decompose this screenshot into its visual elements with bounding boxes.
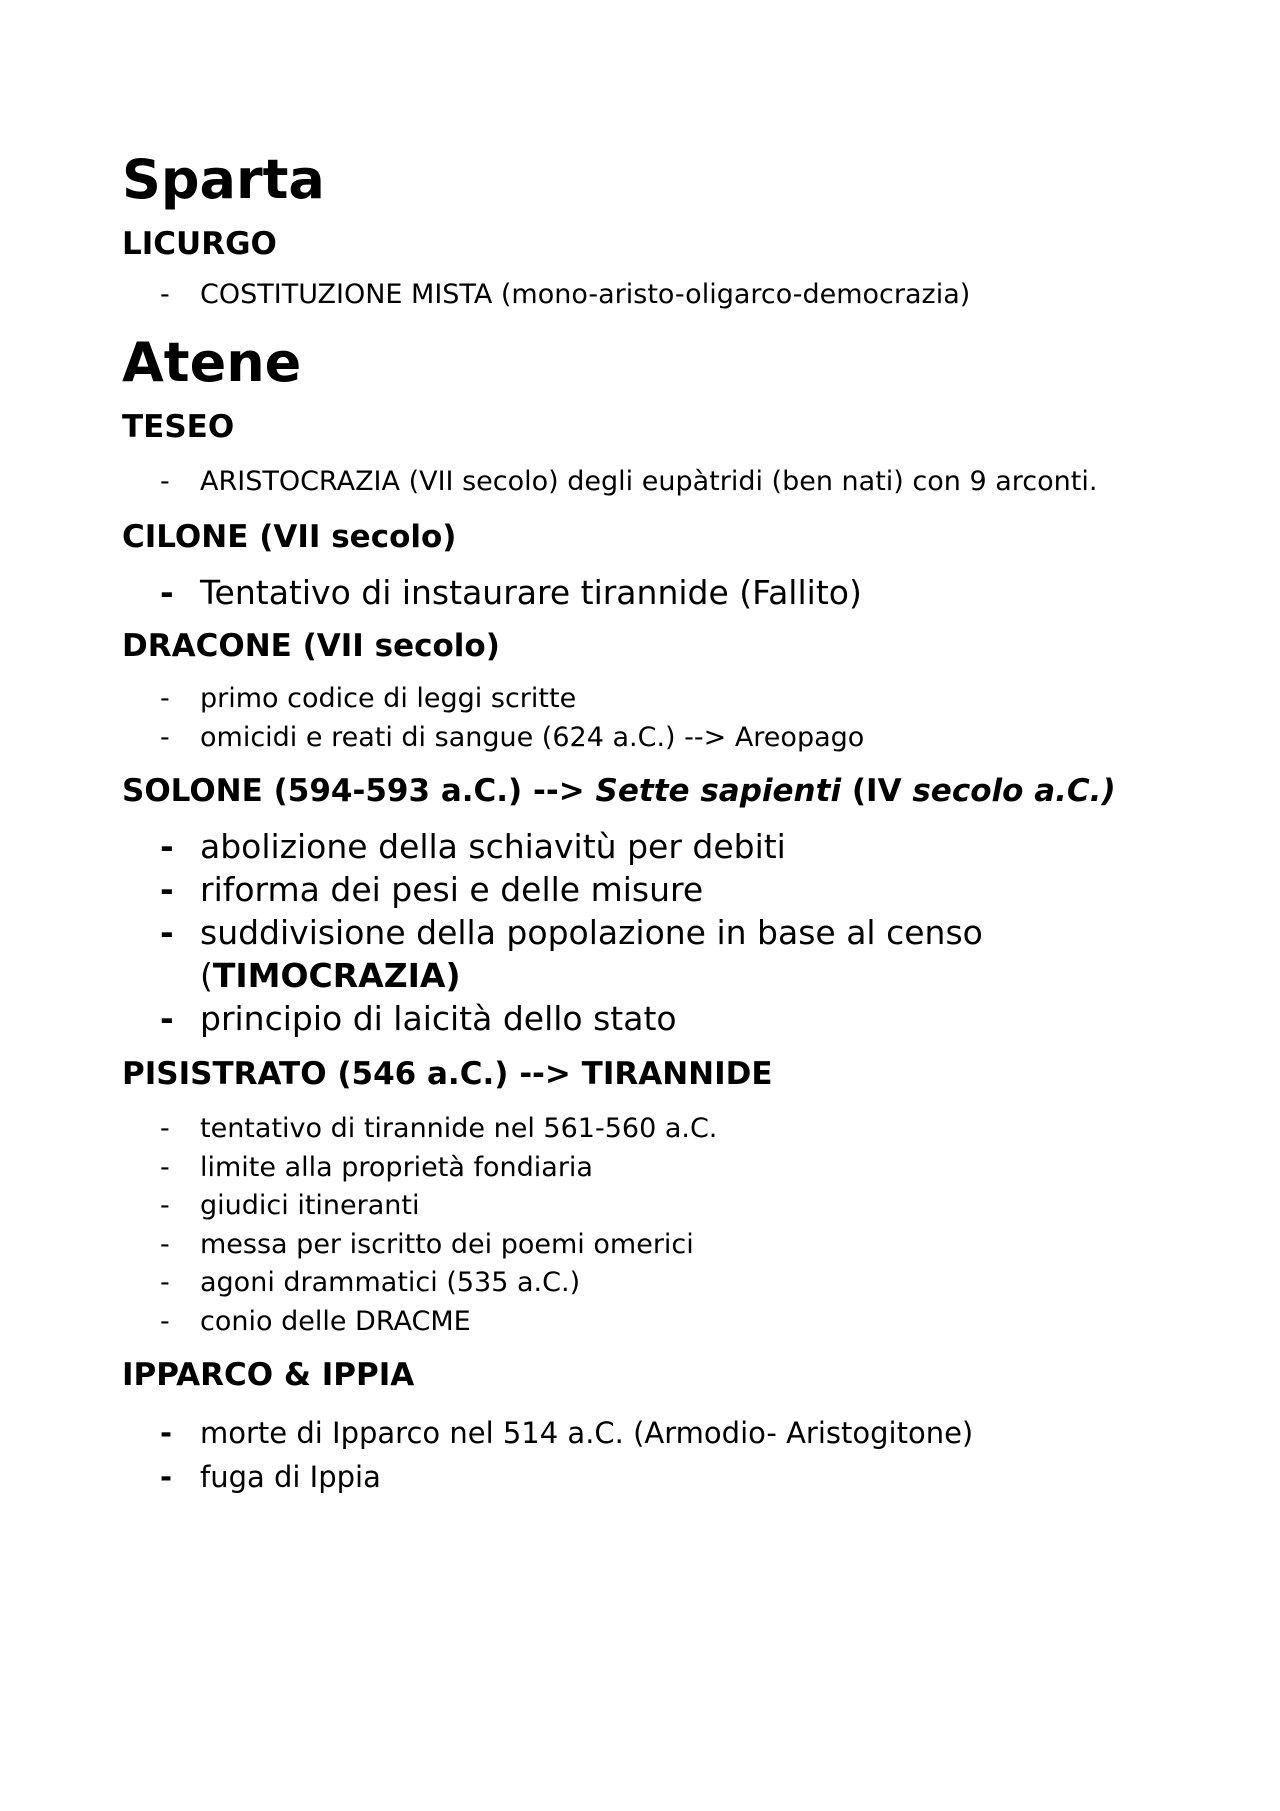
list-cilone bbox=[122, 571, 1162, 614]
list-item bbox=[122, 825, 1162, 868]
list-item bbox=[122, 1226, 1162, 1265]
bullet-dash: - bbox=[160, 870, 174, 909]
list-item-text: abolizione della schiavitù per debiti bbox=[200, 827, 786, 866]
heading-solone-part1: SOLONE (594-593 a.C.) --> bbox=[122, 773, 596, 809]
bullet-dash: - bbox=[160, 683, 170, 714]
list-item-text: agoni drammatici (535 a.C.) bbox=[200, 1267, 581, 1298]
list-item-text: conio delle DRACME bbox=[200, 1305, 471, 1337]
heading-solone-part3: (IV bbox=[841, 773, 913, 809]
list-item bbox=[122, 911, 1162, 997]
heading-ipparco: IPPARCO & IPPIA bbox=[122, 1357, 415, 1393]
list-teseo bbox=[122, 463, 1162, 502]
bullet-dash: - bbox=[160, 1113, 170, 1144]
list-item bbox=[122, 868, 1162, 911]
list-item-text: suddivisione della popolazione in base al censo ( bbox=[200, 913, 983, 995]
list-item bbox=[122, 463, 1162, 502]
bullet-dash: - bbox=[160, 279, 170, 310]
list-dracone bbox=[122, 680, 1162, 757]
list-item bbox=[122, 1187, 1162, 1226]
bullet-dash: - bbox=[160, 1151, 170, 1183]
list-item bbox=[122, 680, 1162, 719]
bullet-dash: - bbox=[160, 1305, 170, 1337]
heading-cilone: CILONE (VII secolo) bbox=[122, 519, 457, 555]
list-item-text: riforma dei pesi e delle misure bbox=[200, 870, 704, 909]
list-item-text-bold: TIMOCRAZIA) bbox=[212, 956, 461, 995]
list-item bbox=[122, 1149, 1162, 1188]
list-solone bbox=[122, 825, 1162, 1040]
list-item-text: omicidi e reati di sangue (624 a.C.) --> Areopago bbox=[200, 721, 865, 753]
list-item bbox=[122, 719, 1162, 758]
bullet-dash: - bbox=[160, 721, 170, 753]
bullet-dash: - bbox=[160, 1267, 170, 1298]
bullet-dash: - bbox=[160, 827, 174, 866]
bullet-dash: - bbox=[160, 1416, 173, 1450]
list-item-text: giudici itineranti bbox=[200, 1190, 420, 1221]
list-item bbox=[122, 571, 1162, 614]
section-title-atene: Atene bbox=[122, 330, 302, 394]
bullet-dash: - bbox=[160, 913, 174, 952]
bullet-dash: - bbox=[160, 1460, 173, 1494]
bullet-dash: - bbox=[160, 573, 174, 612]
list-ipparco bbox=[122, 1411, 1162, 1499]
list-item bbox=[122, 276, 1162, 315]
bullet-dash: - bbox=[160, 1228, 170, 1260]
heading-solone-part2: Sette sapienti bbox=[595, 773, 842, 809]
heading-solone-part4: secolo a.C.) bbox=[912, 773, 1116, 809]
list-item bbox=[122, 1455, 1162, 1499]
bullet-dash: - bbox=[160, 465, 170, 497]
list-item-text: limite alla proprietà fondiaria bbox=[200, 1151, 593, 1183]
heading-teseo: TESEO bbox=[122, 408, 235, 445]
heading-solone bbox=[122, 769, 1162, 813]
list-item-text: messa per iscritto dei poemi omerici bbox=[200, 1228, 694, 1260]
bullet-dash: - bbox=[160, 999, 174, 1038]
list-item bbox=[122, 1303, 1162, 1342]
list-item-text: ARISTOCRAZIA (VII secolo) degli eupàtridi (ben nati) con 9 arconti. bbox=[200, 465, 1098, 497]
list-item-text: tentativo di tirannide nel 561-560 a.C. bbox=[200, 1113, 718, 1144]
list-item bbox=[122, 1110, 1162, 1149]
list-item-text: morte di Ipparco nel 514 a.C. (Armodio- Aristogitone) bbox=[200, 1416, 974, 1450]
section-title-sparta: Sparta bbox=[122, 148, 325, 211]
list-item-text: fuga di Ippia bbox=[200, 1460, 381, 1494]
list-item bbox=[122, 1411, 1162, 1455]
heading-licurgo: LICURGO bbox=[122, 226, 277, 262]
list-licurgo bbox=[122, 276, 1162, 315]
list-item-text: principio di laicità dello stato bbox=[200, 999, 677, 1038]
list-item bbox=[122, 997, 1162, 1040]
list-item bbox=[122, 1264, 1162, 1303]
bullet-dash: - bbox=[160, 1190, 170, 1221]
list-item-text: COSTITUZIONE MISTA (mono-aristo-oligarco-democrazia) bbox=[200, 279, 971, 310]
document-page bbox=[122, 148, 1162, 1499]
list-item-text: Tentativo di instaurare tirannide (Fallito) bbox=[200, 573, 862, 612]
list-pisistrato bbox=[122, 1110, 1162, 1341]
heading-dracone: DRACONE (VII secolo) bbox=[122, 628, 500, 664]
heading-pisistrato: PISISTRATO (546 a.C.) --> TIRANNIDE bbox=[122, 1056, 773, 1092]
list-item-text: primo codice di leggi scritte bbox=[200, 683, 577, 714]
